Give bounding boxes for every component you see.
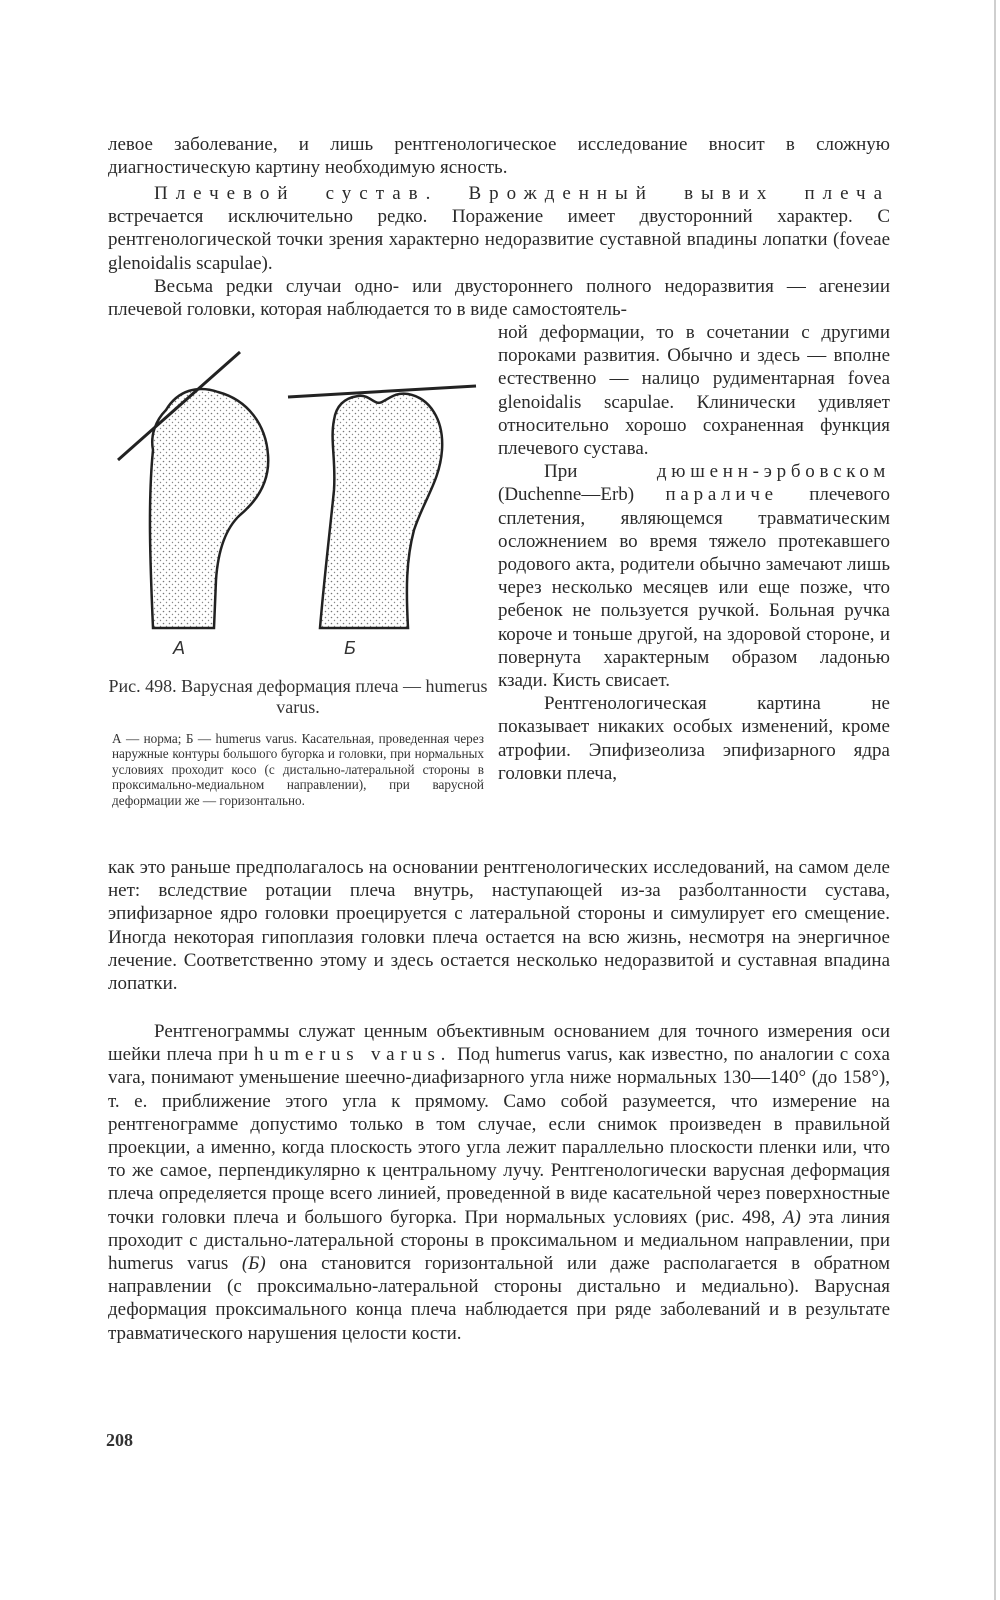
- page-number: 208: [106, 1430, 133, 1450]
- tangent-line-b: [288, 386, 476, 397]
- paragraph-3: Весьма редки случаи одно- или двустороннего полного недоразвития — агенезии плечевой головки, которая наблюдается то в виде самостоятель-: [108, 276, 890, 321]
- section-heading: Плечевой сустав. Врожденный вывих плеча: [154, 183, 890, 204]
- paragraph-6: Рентгенограммы служат ценным объективным основанием для точного измерения оси шейки плеча при humerus varus. Под humerus varus, как известно, по аналогии с coxa vara, понимают уменьшение шеечно-диафизарного угла ниже нормальных 130—140° (до 158°), т. е. приближение этого угла к прямому. Само собой разумеется, что измерение на рентгенограмме допустимо только в том случае, если снимок произведен в правильной проекции, а именно, когда плоскость этого угла лежит параллельно плоскости пленки или, что то же самое, перпендикулярно к центральному лучу. Рентгенологически варусная деформация плеча определяется проще всего линией, проведенной в виде касательной через поверхностные точки головки плеча и большого бугорка. При нормальных условиях (рис. 498, А) эта линия проходит с дистально-латеральной стороны в проксимальном и медиальном направлении, при humerus varus (Б) она становится горизонтальной или даже располагается в обратном направлении (с проксимально-латеральной стороны дистально и медиально). Варусная деформация проксимального конца плеча наблюдается при ряде заболеваний и в результате травматического нарушения целости кости.: [108, 1021, 890, 1344]
- figure-caption-body: А — норма; Б — humerus varus. Касательная, проведенная через наружные контуры большого бугорка и головки, при нормальных условиях проходит косо (с дистально-латеральной стороны в проксимально-медиальном направлении), при варусной деформации же — горизонтально.: [112, 731, 484, 808]
- paragraph-5: как это раньше предполагалось на основании рентгенологических исследований, на самом деле нет: вследствие ротации плеча внутрь, наступающей из-за разболтанности сустава, эпифизарное ядро головки проецируется с латеральной стороны и симулирует его смещение. Иногда некоторая гипоплазия головки плеча остается на всю жизнь, несмотря на энергичное лечение. Соответственно этому и здесь остается несколько недоразвитой и суставная впадина лопатки.: [108, 857, 890, 995]
- bone-b: [288, 386, 476, 628]
- figure-label-b: Б: [344, 638, 356, 658]
- paragraph-5-wrap: Рентгенологическая картина не показывает никаких особых изменений, кроме атрофии. Эпифизеолиза эпифизарного ядра головки плеча,: [498, 693, 890, 784]
- figure-caption-title: Рис. 498. Варусная деформация плеча — humerus varus.: [108, 676, 488, 717]
- wrapped-column: [498, 321, 890, 785]
- figure-label-a: А: [173, 638, 186, 658]
- paragraph-1: левое заболевание, и лишь рентгенологическое исследование вносит в сложную диагностическую картину необходимую ясность.: [108, 134, 890, 179]
- paragraph-4: При дюшенн-эрбовском (Duchenne—Erb) параличе плечевого сплетения, являющемся травматическим осложнением во время тяжело протекавшего родового акта, родители обычно замечают лишь через несколько месяцев или еще позже, что ребенок не пользуется ручкой. Больная ручка короче и тоньше другой, на здоровой стороне, и повернута характерным образом ладонью кзади. Кисть свисает.: [498, 461, 890, 692]
- paragraph-3-wrap: ной деформации, то в сочетании с другими пороками развития. Обычно и здесь — вполне естественно — налицо рудиментарная fovea glenoidalis scapulae. Клинически удивляет относительно хорошо сохраненная функция плечевого сустава.: [498, 322, 890, 460]
- bone-a: [118, 352, 268, 628]
- paragraph-2: Плечевой сустав. Врожденный вывих плеча встречается исключительно редко. Поражение имеет двусторонний характер. С рентгенологической точки зрения характерно недоразвитие суставной впадины лопатки (foveae glenoidalis scapulae).: [108, 183, 890, 274]
- humerus-figure: [108, 340, 488, 640]
- page-edge: [994, 0, 996, 1600]
